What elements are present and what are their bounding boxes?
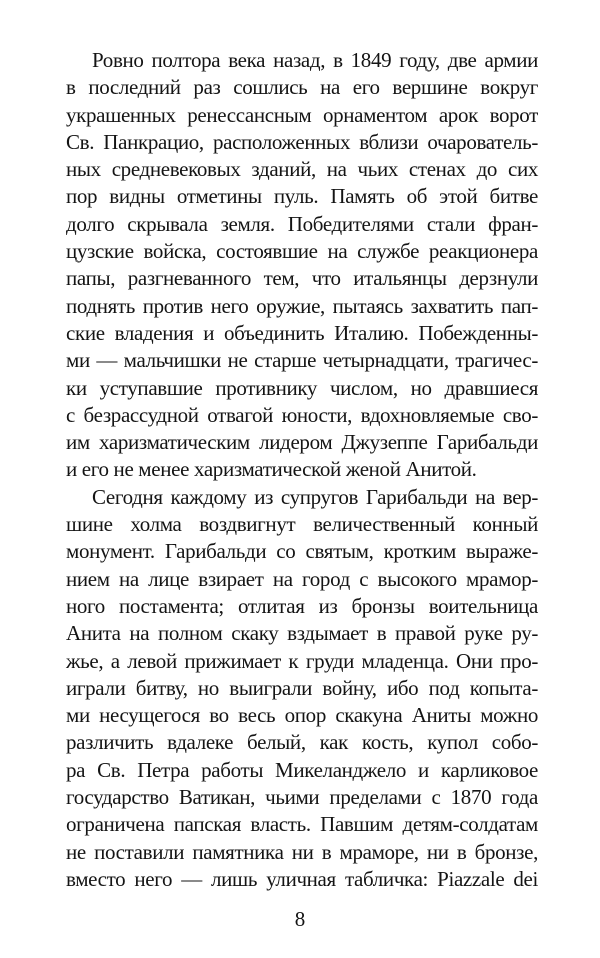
text-line: государство Ватикан, чьими пределами с 1870 года (66, 785, 538, 810)
text-line: различить вдалеке белый, как кость, купол собо- (66, 730, 538, 755)
text-line: папы, разгневанного тем, что итальянцы дерзнули (66, 266, 538, 291)
text-line: Ровно полтора века назад, в 1849 году, две армии (92, 48, 538, 72)
text-line: ра Св. Петра работы Микеланджело и карликовое (66, 757, 538, 782)
text-line: ми несущегося во весь опор скакуна Аниты можно (66, 703, 538, 728)
text-line: Анита на полном скаку вздымает в правой руке ру- (66, 621, 538, 646)
text-line: и его не менее харизматической женой Анитой. (66, 457, 477, 482)
text-line: монумент. Гарибальди со святым, кротким выраже- (66, 539, 538, 564)
text-line: шине холма воздвигнут величественный конный (66, 512, 538, 537)
text-line: украшенных ренессансным орнаментом арок ворот (66, 102, 538, 127)
text-line: им харизматическим лидером Джузеппе Гарибальди (66, 430, 538, 455)
text-line: поднять против него оружие, пытаясь захватить пап- (66, 293, 538, 318)
text-line: ограничена папская власть. Павшим детям-солдатам (66, 812, 538, 837)
text-line: с безрассудной отвагой юности, вдохновляемые сво- (66, 402, 538, 427)
text-line: ские владения и объединить Италию. Побежденны- (66, 320, 538, 345)
page-number: 8 (294, 907, 306, 931)
text-line: нием на лице взирает на город с высокого мрамор- (66, 566, 538, 591)
text-line: не поставили памятника ни в мраморе, ни в бронзе, (66, 839, 538, 864)
text-line: вместо него — лишь уличная табличка: Piazzale dei (66, 866, 538, 891)
text-line: цузские войска, состоявшие на службе реакционера (66, 239, 538, 264)
text-line: пор видны отметины пуль. Память об этой битве (66, 184, 538, 209)
text-line: Св. Панкрацио, расположенных вблизи очарователь- (66, 129, 538, 154)
text-line: ного постамента; отлитая из бронзы воительница (66, 593, 538, 618)
text-line: играли битву, но выиграли войну, ибо под копыта- (66, 675, 538, 700)
text-line: ных средневековых зданий, на чьих стенах до сих (66, 157, 538, 182)
text-line: ки уступавшие противнику числом, но дравшиеся (66, 375, 538, 400)
body-text (66, 47, 538, 893)
paragraph-1 (66, 47, 538, 484)
text-line: Сегодня каждому из супругов Гарибальди на вер- (92, 484, 538, 509)
paragraph-2 (66, 484, 538, 893)
text-line: долго скрывала земля. Победителями стали фран- (66, 211, 538, 236)
text-line: в последний раз сошлись на его вершине вокруг (66, 75, 538, 100)
text-line: жье, а левой прижимает к груди младенца. Они про- (66, 648, 538, 673)
text-line: ми — мальчишки не старше четырнадцати, трагичес- (66, 348, 538, 373)
